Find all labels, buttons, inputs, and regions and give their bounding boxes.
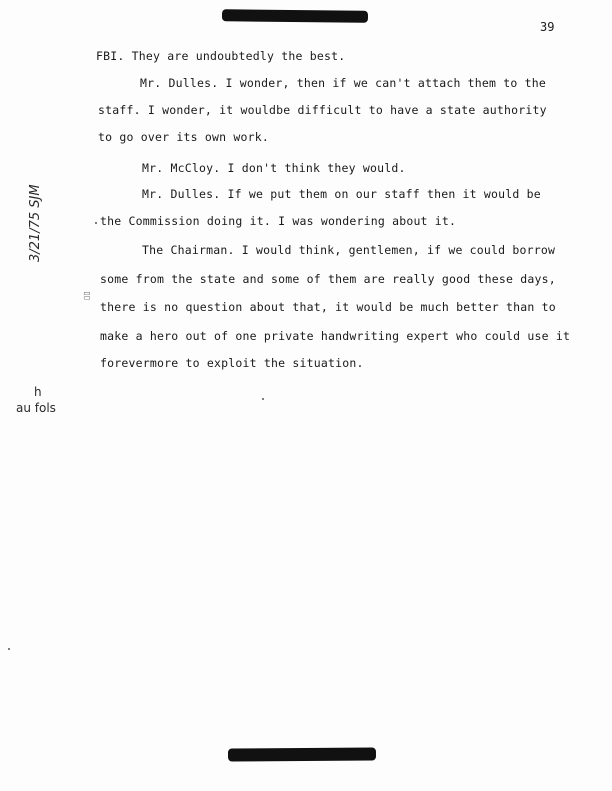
- transcript-line-2: Mr. Dulles. I wonder, then if we can't attach them to the: [140, 76, 547, 90]
- scan-speck: [8, 648, 10, 650]
- transcript-line-6: Mr. Dulles. If we put them on our staff then it would be: [142, 187, 541, 201]
- margin-side-note-au-fols: au fols: [16, 401, 56, 415]
- transcript-line-11: make a hero out of one private handwriting expert who could use it: [100, 329, 571, 343]
- transcript-line-8: The Chairman. I would think, gentlemen, if we could borrow: [142, 243, 556, 257]
- top-redaction-bar: [222, 9, 368, 23]
- page-number: 39: [540, 20, 555, 34]
- margin-handwritten-note: 3/21/75 SJM: [28, 184, 43, 262]
- transcript-line-4: to go over its own work.: [98, 130, 269, 144]
- transcript-line-3: staff. I wonder, it wouldbe difficult to have a state authority: [98, 103, 547, 117]
- transcript-line-5: Mr. McCloy. I don't think they would.: [142, 161, 406, 175]
- transcript-line-1: FBI. They are undoubtedly the best.: [96, 49, 346, 63]
- bottom-redaction-bar: [228, 747, 376, 761]
- scan-speck: [95, 222, 97, 224]
- scan-speck: [262, 398, 264, 400]
- transcript-line-10: there is no question about that, it would be much better than to: [100, 300, 556, 314]
- margin-side-note-h: h: [34, 385, 42, 399]
- transcript-line-12: forevermore to exploit the situation.: [100, 356, 364, 370]
- transcript-line-9: some from the state and some of them are really good these days,: [100, 272, 556, 286]
- margin-stamp-mark: ▯▯: [82, 291, 91, 300]
- transcript-line-7: the Commission doing it. I was wondering about it.: [100, 214, 457, 228]
